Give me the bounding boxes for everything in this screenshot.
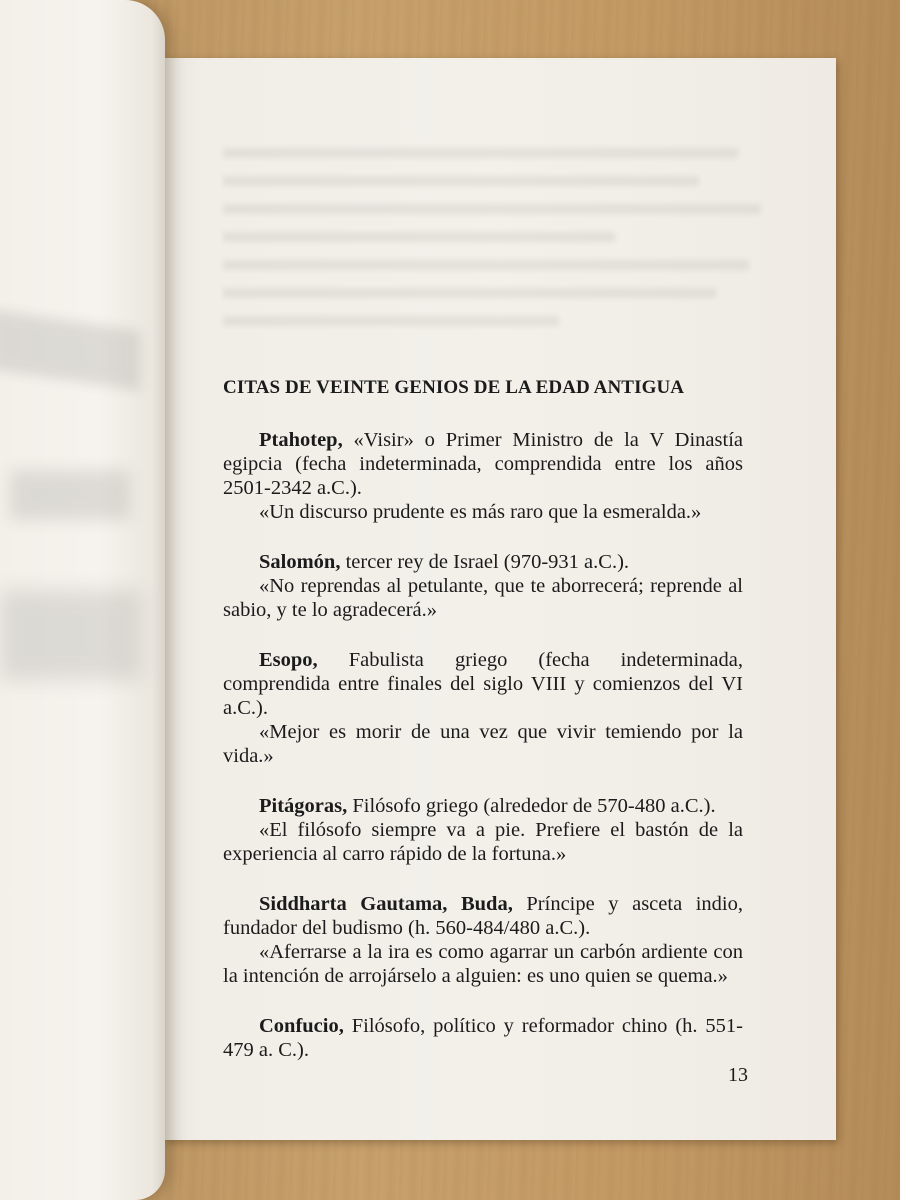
section-heading: CITAS DE VEINTE GENIOS DE LA EDAD ANTIGUA [223,377,685,398]
entry-buda [223,892,743,988]
bleedthrough-text [223,148,783,398]
entry-esopo [223,648,743,768]
entry-quote: «El filósofo siempre va a pie. Prefiere el bastón de la experiencia al carro rápido de la fortuna.» [223,819,743,865]
entry-name: Pitágoras, [259,795,348,817]
entry-name: Siddharta Gautama, Buda, [259,893,513,915]
entry-name: Confucio, [259,1015,344,1037]
entry-description: Ptahotep, «Visir» o Primer Ministro de la V Dinastía egipcia (fecha indeterminada, comprendida entre los años 2501-2342 a.C.). [223,429,743,499]
entry-pitagoras [223,794,743,866]
entry-name: Esopo, [259,649,318,671]
page-content [223,376,743,1088]
entry-name: Salomón, [259,551,341,573]
book-page [163,58,836,1140]
entry-description: Confucio, Filósofo, político y reformador chino (h. 551-479 a. C.). [223,1015,743,1061]
page-number: 13 [728,1064,748,1086]
facing-page-bleedthrough [0,300,165,780]
entry-quote: «Un discurso prudente es más raro que la esmeralda.» [259,501,702,523]
facing-page [0,0,165,1200]
entry-ptahotep [223,428,743,524]
entry-description: Siddharta Gautama, Buda, Príncipe y asceta indio, fundador del budismo (h. 560-484/480 a.C.). [223,893,744,939]
entry-description: Salomón, tercer rey de Israel (970-931 a.C.). [259,551,630,573]
entry-description: Pitágoras, Filósofo griego (alrededor de 570-480 a.C.). [259,795,716,817]
entry-quote: «No reprendas al petulante, que te aborrecerá; reprende al sabio, y te lo agradecerá.» [223,575,743,621]
entry-confucio [223,1014,743,1062]
entry-quote: «Aferrarse a la ira es como agarrar un carbón ardiente con la intención de arrojárselo a alguien: es uno quien se quema.» [223,941,743,987]
entry-salomon [223,550,743,622]
entry-quote: «Mejor es morir de una vez que vivir temiendo por la vida.» [223,721,743,767]
entry-name: Ptahotep, [259,429,343,451]
entry-description: Esopo, Fabulista griego (fecha indeterminada, comprendida entre finales del siglo VIII y comienzos del VI a.C.). [223,649,743,719]
